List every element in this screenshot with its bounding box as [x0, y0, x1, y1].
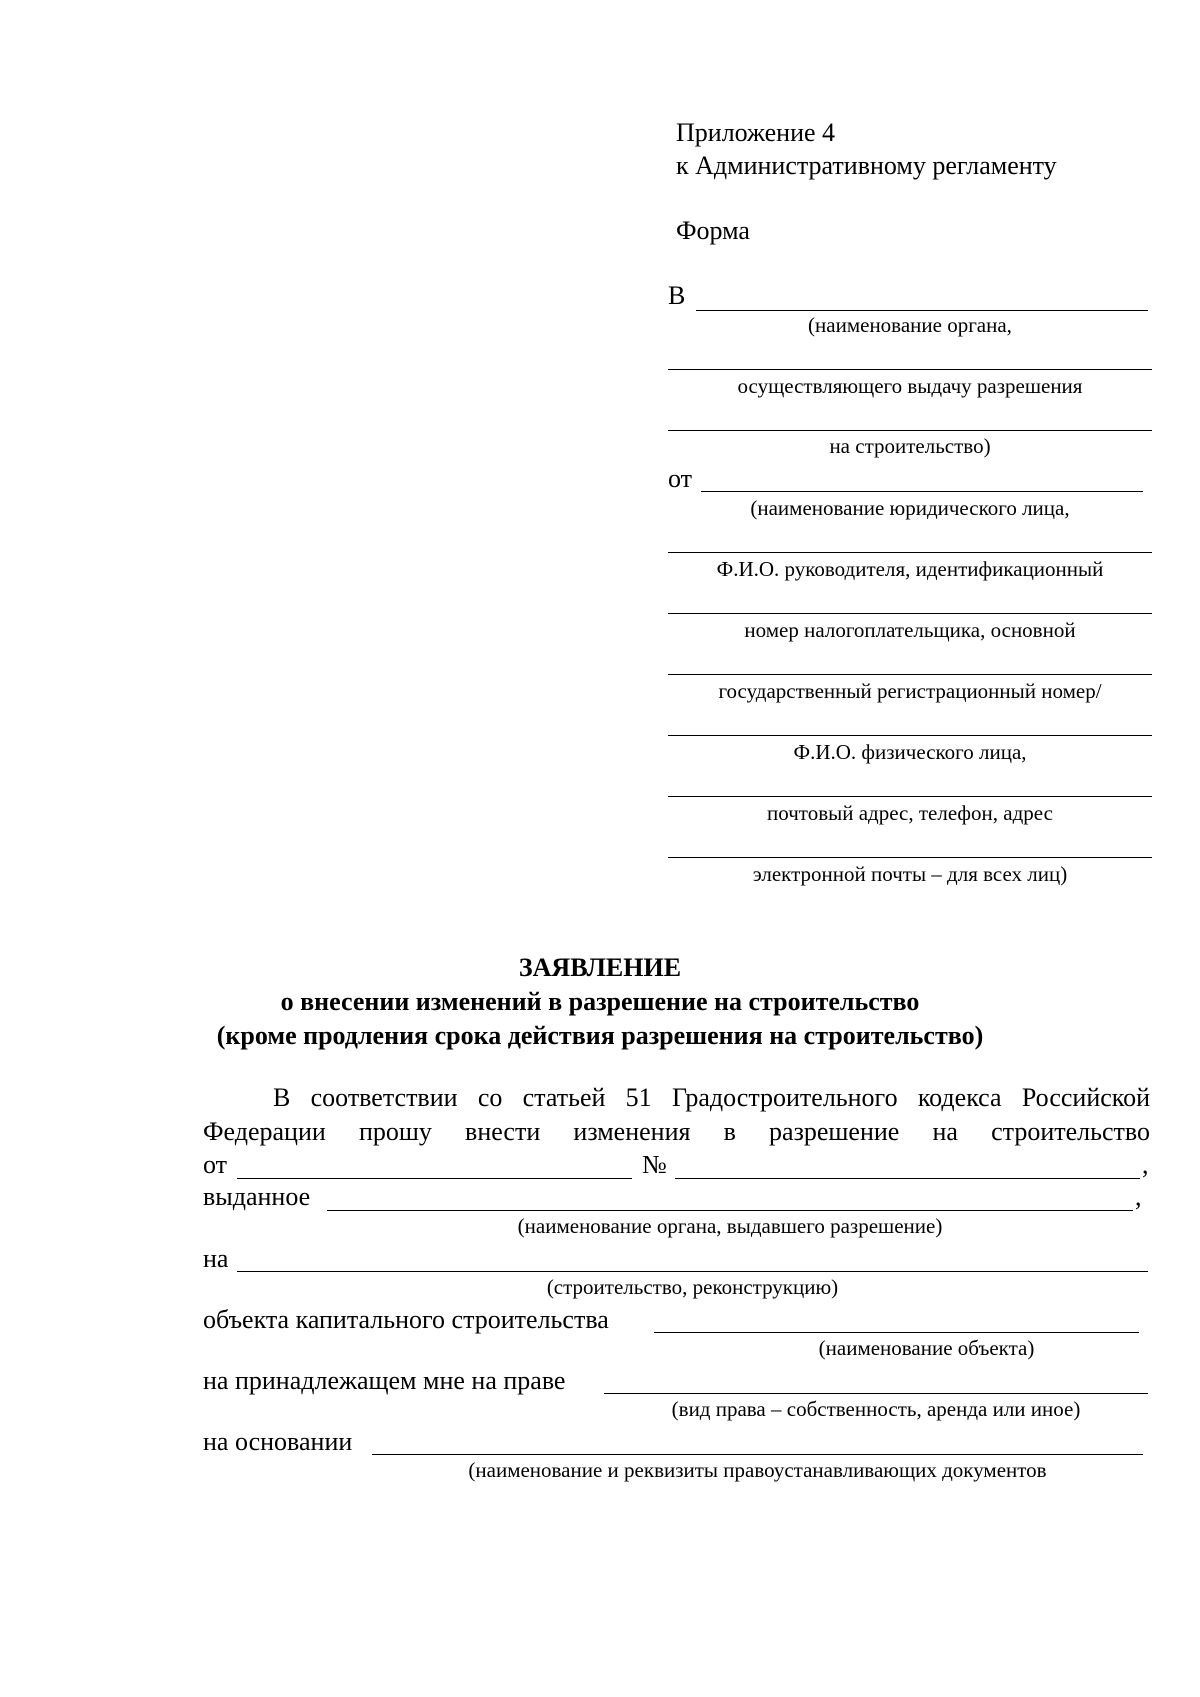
object-name-caption: (наименование объекта) — [818, 1336, 1035, 1360]
addressee-from-caption: (наименование юридического лица, — [750, 496, 1070, 520]
addressee-from-caption: государственный регистрационный номер/ — [718, 679, 1102, 703]
appendix-number: Приложение 4 — [676, 118, 836, 147]
permit-number-field[interactable] — [675, 1178, 1140, 1179]
addressee-to-field-line[interactable] — [668, 430, 1152, 431]
addressee-from-caption: Ф.И.О. физического лица, — [793, 740, 1027, 764]
basis-documents-field[interactable] — [372, 1454, 1143, 1455]
addressee-from-caption: почтовый адрес, телефон, адрес — [767, 801, 1053, 825]
addressee-from-field-line[interactable] — [668, 613, 1152, 614]
addressee-from-caption: Ф.И.О. руководителя, идентификационный — [716, 557, 1104, 581]
addressee-to-field-line[interactable] — [696, 310, 1148, 311]
document-subtitle-note: (кроме продления срока действия разрешения на строительство) — [216, 1021, 984, 1050]
regulation-reference: к Административному регламенту — [676, 151, 1057, 180]
basis-label: на основании — [203, 1427, 353, 1456]
addressee-from-field-line[interactable] — [668, 674, 1152, 675]
issued-by-caption: (наименование органа, выдавшего разрешение) — [517, 1214, 943, 1238]
addressee-from-field-line[interactable] — [701, 491, 1143, 492]
addressee-from-caption: номер налогоплательщика, основной — [744, 618, 1076, 642]
right-type-field[interactable] — [604, 1393, 1148, 1394]
to-prefix: В — [668, 281, 686, 310]
addressee-from-field-line[interactable] — [668, 735, 1152, 736]
object-name-field[interactable] — [654, 1332, 1139, 1333]
right-type-caption: (вид права – собственность, аренда или иное) — [671, 1397, 1081, 1421]
body-paragraph-line: В соответствии со статьей 51 Градостроительного кодекса Российской — [273, 1083, 1150, 1112]
permit-date-field[interactable] — [237, 1178, 632, 1179]
addressee-to-field-line[interactable] — [668, 369, 1152, 370]
document-subtitle: о внесении изменений в разрешение на строительство — [280, 987, 920, 1016]
body-paragraph-line: Федерации прошу внести изменения в разрешение на строительство — [203, 1117, 1150, 1146]
addressee-to-caption: (наименование органа, — [808, 313, 1012, 337]
permit-date-label: от — [203, 1150, 228, 1179]
comma: , — [1142, 1150, 1149, 1179]
addressee-to-caption: осуществляющего выдачу разрешения — [737, 374, 1083, 398]
issued-by-field[interactable] — [327, 1210, 1133, 1211]
object-label: объекта капитального строительства — [203, 1305, 609, 1334]
construction-type-caption: (строительство, реконструкцию) — [546, 1275, 839, 1299]
addressee-from-field-line[interactable] — [668, 552, 1152, 553]
construction-type-label: на — [203, 1244, 229, 1273]
from-prefix: от — [668, 464, 693, 493]
addressee-from-field-line[interactable] — [668, 857, 1152, 858]
addressee-to-caption: на строительство) — [829, 434, 991, 458]
right-type-label: на принадлежащем мне на праве — [203, 1366, 566, 1395]
comma: , — [1135, 1182, 1142, 1211]
number-sign: № — [642, 1150, 667, 1179]
document-title: ЗАЯВЛЕНИЕ — [518, 953, 682, 982]
form-label: Форма — [676, 216, 750, 245]
issued-by-label: выданное — [203, 1182, 311, 1211]
construction-type-field[interactable] — [237, 1271, 1148, 1272]
basis-documents-caption: (наименование и реквизиты правоустанавливающих документов — [468, 1458, 1047, 1482]
addressee-from-field-line[interactable] — [668, 796, 1152, 797]
addressee-from-caption: электронной почты – для всех лиц) — [752, 862, 1068, 886]
